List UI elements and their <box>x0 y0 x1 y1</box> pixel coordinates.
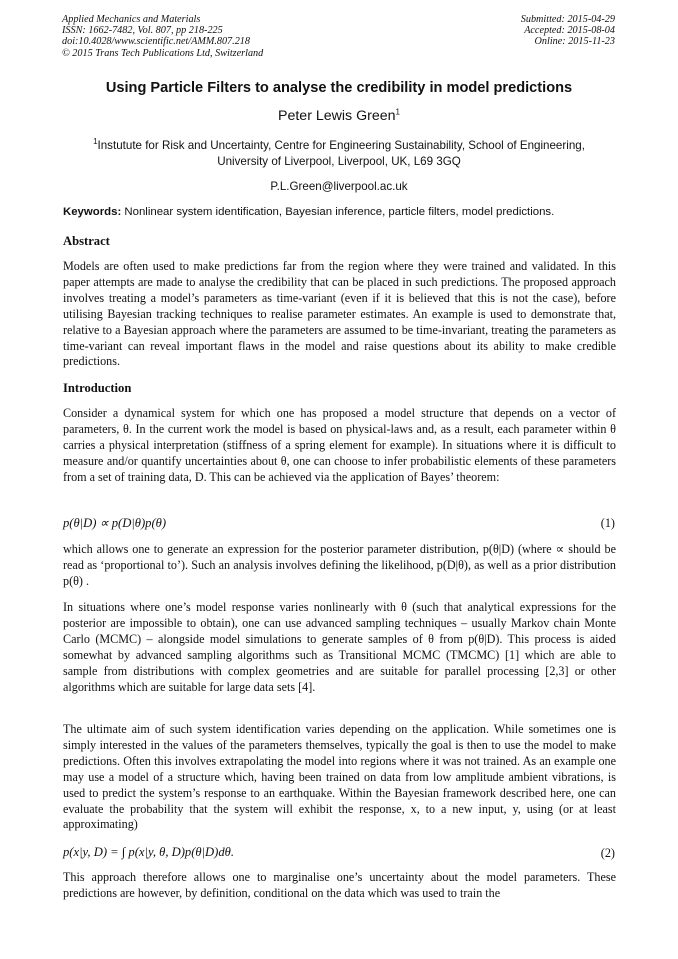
affil-mark: 1 <box>93 137 98 147</box>
author <box>30 108 648 124</box>
keywords-label: Keywords: <box>63 206 122 218</box>
author-email: P.L.Green@liverpool.ac.uk <box>270 180 408 193</box>
online-date: Online: 2015-11-23 <box>534 36 615 48</box>
keywords <box>63 206 623 218</box>
equation-2: p(x|y, D) = ∫ p(x|y, θ, D)p(θ|D)dθ. <box>63 845 234 859</box>
equation-2-number: (2) <box>600 846 615 860</box>
affiliation <box>40 138 638 169</box>
affil-line-1: Instutute for Risk and Uncertainty, Centre for Engineering Sustainability, School of Engineering, <box>97 139 585 152</box>
equation-1-number: (1) <box>600 516 615 530</box>
journal-info <box>62 14 263 59</box>
accepted-date: Accepted: 2015-08-04 <box>524 25 615 37</box>
equation-1: p(θ|D) ∝ p(D|θ)p(θ) <box>63 516 167 530</box>
copyright: © 2015 Trans Tech Publications Ltd, Switzerland <box>62 47 264 59</box>
intro-paragraph-1: Consider a dynamical system for which one has proposed a model structure that depends on a vector of parameters, θ. In the current work the model is based on physical-laws and, as a result, each parameter within θ carries a physical interpretation (stiffness of a spring element for example). In situations where it is difficult to measure and/or quantify uncertainties about θ, one can choose to infer probabilistic elements of these parameters from a set of training data, D. This can be achieved via the application of Bayes’ theorem: <box>63 406 616 484</box>
submitted-date: Submitted: 2015-04-29 <box>520 14 615 25</box>
introduction-heading: Introduction <box>63 381 132 395</box>
abstract-text: Models are often used to make predictions far from the region where they were trained and validated. In this paper attempts are made to analyse the credibility that can be placed in such predictions. The proposed approach involves treating a model’s parameters as time-variant (even if it is believed that this is not the case), before utilising Bayesian tracking techniques to realise parameter estimates. An example is used to demonstrate that, relative to a Bayesian approach where the parameters are assumed to be time-invariant, treating the parameters as time-variant can reveal important flaws in the model and raise questions about its ability to make credible predictions. <box>63 259 616 369</box>
keywords-text: Nonlinear system identification, Bayesian inference, particle filters, model predictions. <box>121 206 555 218</box>
doi: doi:10.4028/www.scientific.net/AMM.807.218 <box>62 36 250 48</box>
author-name: Peter Lewis Green <box>278 108 396 124</box>
journal-name: Applied Mechanics and Materials <box>62 14 201 25</box>
intro-paragraph-5: This approach therefore allows one to marginalise one’s uncertainty about the model parameters. These predictions are however, by definition, conditional on the data which was used to train the <box>63 870 616 900</box>
paper-title: Using Particle Filters to analyse the credibility in model predictions <box>105 80 573 96</box>
issn: ISSN: 1662-7482, Vol. 807, pp 218-225 <box>62 25 223 37</box>
intro-paragraph-4: The ultimate aim of such system identification varies depending on the application. While sometimes one is simply interested in the values of the parameters themselves, typically the goal is then to use the model to make predictions. Often this involves extrapolating the model into regions where it was not trained. As an example one may use a model of a structure which, having been trained on data from low amplitude ambient vibrations, is used to predict the system’s response to an earthquake. Within the Bayesian framework described here, one can evaluate the probability that the system will exhibit the response, x, to a new input, y, using (or at least approximating) <box>63 722 616 832</box>
abstract-heading: Abstract <box>63 234 110 248</box>
intro-paragraph-2: which allows one to generate an expression for the posterior parameter distribution, p(θ|D) (where ∝ should be read as ‘proportional to’). Such an analysis involves defining the likelihood, p(D|θ), as well as a prior distribution p(θ) . <box>63 542 616 588</box>
intro-paragraph-3: In situations where one’s model response varies nonlinearly with θ (such that analytical expressions for the posterior are impossible to obtain), one can use advanced sampling techniques – usually Markov chain Monte Carlo (MCMC) – alongside model simulations to generate samples of θ from p(θ|D). This process is aided somewhat by advanced sampling algorithms such as Transitional MCMC (TMCMC) [1] which are able to sample from distributions with complex geometries and are suitable for parallel processing [2,3] or other algorithms which are suitable for large data sets [4]. <box>63 600 616 694</box>
submission-dates <box>521 14 615 48</box>
author-affil-mark: 1 <box>395 107 400 117</box>
affil-line-2: University of Liverpool, Liverpool, UK, L69 3GQ <box>217 154 461 168</box>
